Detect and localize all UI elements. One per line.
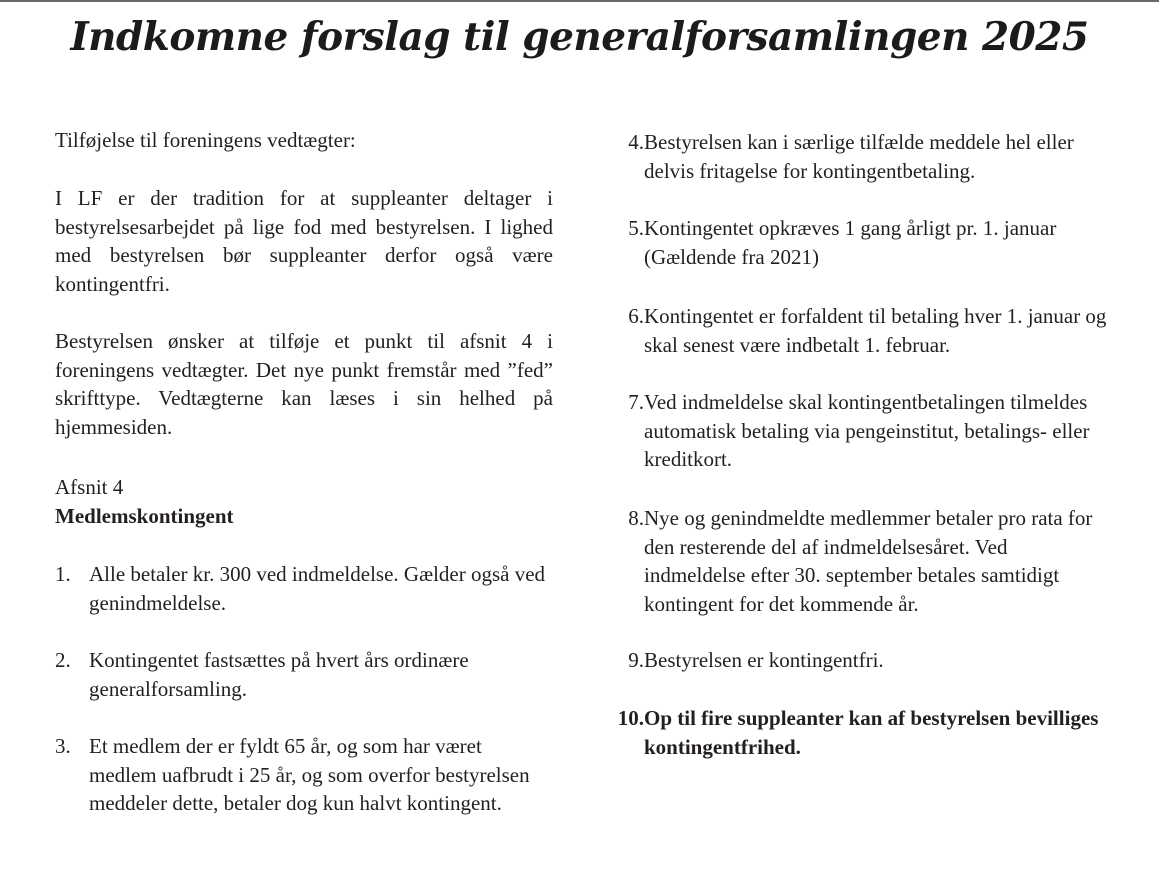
list-item	[608, 128, 1108, 185]
paragraph-tilfoejelse: Bestyrelsen ønsker at tilføje et punkt til afsnit 4 i foreningens vedtægter. Det nye punkt fremstår med ”fed” skrifttype. Vedtægterne kan læses i sin helhed på hjemmesiden.	[55, 329, 553, 440]
list-item-number: 9.	[628, 648, 644, 672]
list-item-text: Op til fire suppleanter kan af bestyrelsen bevilliges kontingentfrihed.	[644, 706, 1099, 759]
section-label: Afsnit 4	[55, 475, 124, 499]
paragraph-suppleanter: I LF er der tradition for at suppleanter deltager i bestyrelsesarbejdet på lige fod med bestyrelsen. I lighed med bestyrelsen bør suppleanter derfor også være kontingentfri.	[55, 186, 553, 297]
list-item-number: 7.	[628, 390, 644, 414]
list-item-text: Et medlem der er fyldt 65 år, og som har været medlem uafbrudt i 25 år, og som overfor bestyrelsen meddeler dette, betaler dog kun halvt kontingent.	[89, 734, 530, 816]
list-item-text: Alle betaler kr. 300 ved indmeldelse. Gælder også ved genindmeldelse.	[89, 562, 546, 615]
section-title: Medlemskontingent	[55, 504, 234, 528]
list-item-text: Kontingentet fastsættes på hvert års ordinære generalforsamling.	[89, 648, 469, 701]
list-item-text: Bestyrelsen er kontingentfri.	[644, 648, 884, 672]
list-item-number: 4.	[628, 130, 644, 154]
list-item-number: 3.	[55, 734, 71, 758]
list-item-text: Nye og genindmeldte medlemmer betaler pro rata for den resterende del af indmeldelsesåret. Ved indmeldelse efter 30. september betales samtidigt kontingent for det kommende år.	[644, 506, 1093, 617]
list-item-text: Kontingentet er forfaldent til betaling hver 1. januar og skal senest være indbetalt 1. februar.	[644, 304, 1107, 357]
list-item	[55, 732, 553, 818]
list-item-number: 2.	[55, 648, 71, 672]
list-item	[55, 560, 553, 617]
list-item-number: 6.	[628, 304, 644, 328]
list-item-number: 5.	[628, 216, 644, 240]
list-item	[608, 302, 1108, 359]
page-title: Indkomne forslag til generalforsamlingen 2025	[70, 14, 1089, 60]
list-item-number: 10.	[617, 706, 644, 730]
list-item	[608, 646, 1108, 675]
top-border	[0, 0, 1159, 2]
list-item	[55, 646, 553, 703]
list-item-number: 1.	[55, 562, 71, 586]
list-item-number: 8.	[628, 506, 644, 530]
list-item-new-rule	[598, 704, 1108, 761]
list-item	[608, 214, 1108, 271]
list-item-text: Bestyrelsen kan i særlige tilfælde meddele hel eller delvis fritagelse for kontingentbetaling.	[644, 130, 1074, 183]
list-item-text: Kontingentet opkræves 1 gang årligt pr. 1. januar (Gældende fra 2021)	[644, 216, 1057, 269]
list-item-text: Ved indmeldelse skal kontingentbetalingen tilmeldes automatisk betaling via pengeinstitut, betalings- eller kreditkort.	[644, 390, 1090, 472]
list-item	[608, 504, 1108, 619]
list-item	[608, 388, 1108, 474]
intro-text: Tilføjelse til foreningens vedtægter:	[55, 128, 356, 152]
